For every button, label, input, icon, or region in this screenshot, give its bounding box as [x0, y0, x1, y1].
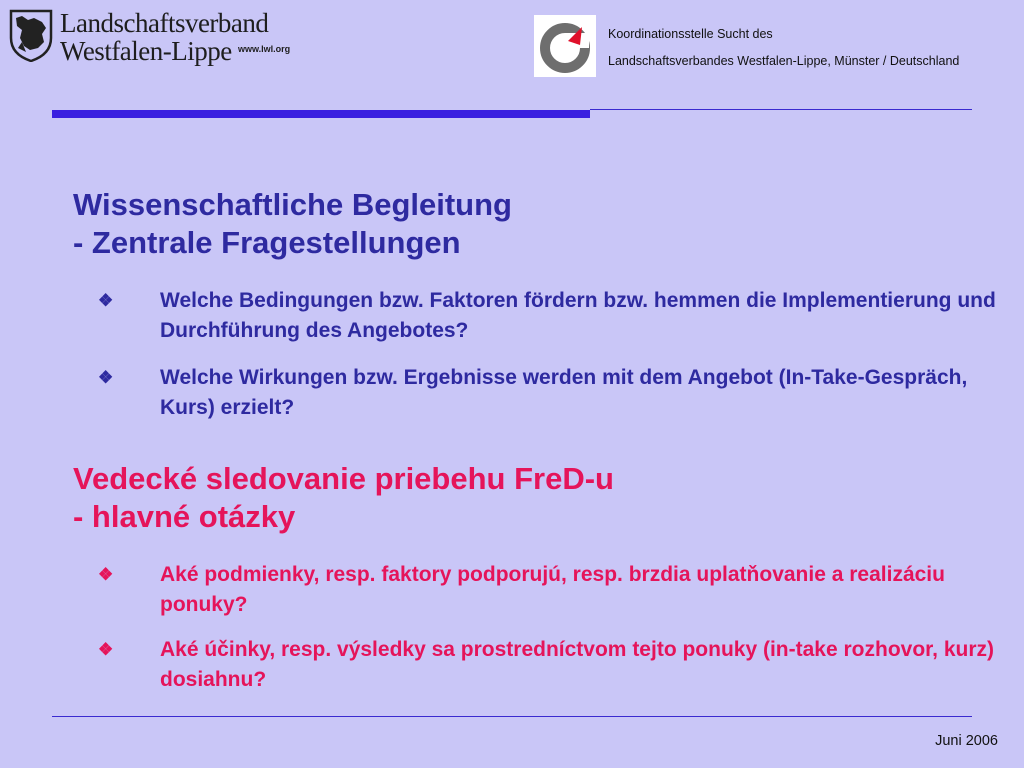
- slovak-heading: [73, 460, 614, 536]
- slovak-bullet-2-text: Aké účinky, resp. výsledky sa prostredníctvom tejto ponuky (in-take rozhovor, kurz) dosiahnu?: [160, 638, 995, 691]
- diamond-bullet-icon: ❖: [98, 291, 114, 310]
- lwl-name-line2: Westfalen-Lippe: [60, 36, 232, 66]
- slovak-heading-line2: - hlavné otázky: [73, 499, 296, 534]
- header-rule-thick: [52, 110, 590, 118]
- lwl-name-line1: Landschaftsverband: [60, 8, 269, 38]
- slovak-bullet-1-text: Aké podmienky, resp. faktory podporujú, resp. brzdia uplatňovanie a realizáciu ponuky?: [160, 563, 945, 616]
- german-heading: [73, 186, 512, 262]
- diamond-bullet-icon: ❖: [98, 368, 114, 387]
- koordinationsstelle-logo: [534, 15, 596, 77]
- diamond-bullet-icon: ❖: [98, 565, 114, 584]
- german-bullet-1-text: Welche Bedingungen bzw. Faktoren fördern bzw. hemmen die Implementierung und Durchführung des Angebotes?: [160, 289, 996, 342]
- diamond-bullet-icon: ❖: [98, 640, 114, 659]
- footer-date: Juni 2006: [935, 733, 998, 749]
- german-heading-line2: - Zentrale Fragestellungen: [73, 225, 461, 260]
- german-heading-line1: Wissenschaftliche Begleitung: [73, 187, 512, 222]
- german-bullet-2-text: Welche Wirkungen bzw. Ergebnisse werden mit dem Angebot (In-Take-Gespräch, Kurs) erzielt?: [160, 366, 968, 419]
- org-name-line1: Koordinationsstelle Sucht des: [608, 27, 773, 41]
- lwl-emblem-icon: [8, 8, 54, 62]
- lwl-url: www.lwl.org: [238, 44, 291, 54]
- footer-rule: [52, 716, 972, 717]
- slovak-heading-line1: Vedecké sledovanie priebehu FreD-u: [73, 461, 614, 496]
- lwl-logo: [8, 8, 308, 68]
- header-rule-thin: [590, 109, 972, 110]
- org-name-line2: Landschaftsverbandes Westfalen-Lippe, Münster / Deutschland: [608, 54, 960, 68]
- koordinationsstelle-logo-icon: [534, 15, 596, 77]
